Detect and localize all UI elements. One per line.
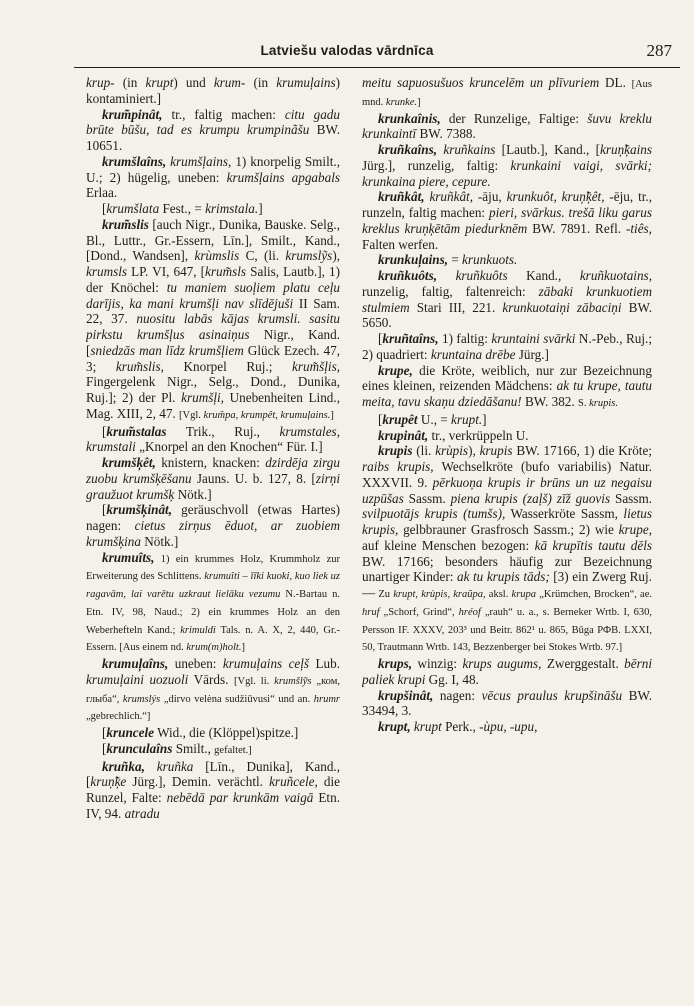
small-italic-text: krupt, krùpis, kraũpa, [393,589,486,600]
body-text: Jürg.], runzelig, faltig: [362,157,511,173]
italic-text: -ùpu, -upu, [479,719,538,734]
italic-text: krum̃šļis, [292,358,340,374]
body-text: Etn. IV, 94. [86,790,340,821]
header-rule [74,67,680,68]
dictionary-entry [362,363,652,412]
body-text: runzelig, faltig, faltenreich: [362,283,539,299]
italic-text: kruņ̃ķe [90,774,127,790]
headword: krunkuļains, [378,252,449,268]
italic-text: -tiês, [625,220,652,236]
italic-text: krumšļi, [181,390,224,405]
small-italic-text: krunke. [385,96,418,108]
italic-text: krumslỹs [285,248,333,264]
italic-text: nuositu labās kājas krumsli. sasitu pirkstu krumšļus asinaiņus [86,311,340,342]
italic-text: krùmslis [194,248,240,264]
italic-text: tu maniem suoļiem platu ceļu darījis, ka mani krumšļi nav slīdējuši [86,279,340,311]
headword: krum̃slis [102,216,149,232]
italic-text: kruñkuôts [455,268,508,283]
dictionary-entry [86,656,340,725]
italic-text: citu gadu brūte būšu, tad es krumpu krumpinãšu [86,106,340,138]
italic-text: krumuļaini uozuoli [86,671,189,687]
italic-text: bērni paliek krupi [362,656,652,687]
dictionary-entry [362,656,652,688]
headword: krumšķinât, [106,502,173,518]
italic-text: lietus krupis, [362,506,652,537]
body-text: Zwerggestalt. [541,656,625,671]
italic-text: atradu [124,805,160,821]
body-text: „Knorpel an den Knochen“ Für. I.] [135,439,323,455]
body-text: [3) ein Zwerg Ruj. — [362,569,652,600]
italic-text: krum̃slis, [115,358,164,374]
body-text: [ [378,411,383,427]
dictionary-entry [362,331,652,363]
small-text: S. [578,398,590,409]
dictionary-entry [362,428,652,444]
dictionary-entry [362,268,652,331]
body-text: U., = [417,411,452,427]
dictionary-entry [86,550,340,657]
small-text: ] [417,96,421,108]
small-text: gefaltet.] [214,744,252,756]
body-text: Stari III, 221. [409,299,503,315]
dictionary-entry [362,142,652,189]
italic-text: krumuļains ceļš [222,656,310,671]
body-text: Salis, Lautb.], 1) der Knöchel: [86,264,340,295]
headword: krumšķêt, [102,455,156,470]
dictionary-entry [86,759,340,822]
body-text: Nötk.] [140,533,179,549]
dictionary-entry [362,412,652,428]
body-text: BW. 17166; besonders häufig zur Bezeichnung unartiger Kinder: [362,553,652,585]
small-text: „dirvo velėna sudžiūvusi“ und an. [160,693,314,705]
body-text: Jürg.] [515,346,549,362]
small-text: „Krümchen, Brocken“, ae. [536,589,652,600]
italic-text: krupt [413,719,442,734]
italic-text: krup- [86,75,115,90]
body-text: nagen: [433,687,482,703]
body-text: [ [102,201,107,216]
italic-text: raibs krupis, [362,459,434,474]
body-text: BW. 7388. [416,126,476,142]
italic-text: cietus zirņus ēduot, ar zuobiem krumšķina [86,518,340,549]
headword: krups, [378,656,413,671]
small-italic-text: krum̃pa, krumpêt, krumuļains. [203,409,331,421]
body-text: Trik., Ruj., [166,423,280,439]
italic-text: sniedzās man līdz krumšļiem [90,342,244,358]
body-text: uneben: [168,656,223,671]
dictionary-entry [86,741,340,759]
italic-text: kruntaina drēbe [430,346,516,362]
body-text: BW. 382. [521,394,578,409]
body-text: ] [258,201,263,216]
body-text: Perk., [441,719,480,734]
italic-text: krumšlata [106,201,160,216]
small-text: aksl. [485,589,512,600]
italic-text: krupt [145,75,174,90]
italic-text: krupe, [618,522,652,537]
small-text: [Vgl. [179,409,204,421]
headword: krunkaînis, [378,110,441,126]
body-text: Vārds. [188,671,235,687]
headword: krupinât, [378,427,429,443]
headword: krupe, [378,362,413,378]
small-italic-text: krumšlỹs [274,675,312,687]
body-text: (li. [412,443,436,459]
body-text: [ [378,331,383,346]
body-text: (in [114,75,146,90]
body-text: ), [468,443,480,459]
headword: krunculaîns [106,740,173,756]
body-text: Glück Ezech. 47, 3; [86,342,340,374]
dictionary-entry [362,189,652,252]
small-italic-text: hrumr [313,693,340,705]
body-text: BW. 7891. Refl. [527,220,626,236]
body-text: [ [102,740,107,756]
body-text: gelbbrauner Grasfrosch Sassm.; 2) wie [398,522,619,537]
body-text: BW. 17166, 1) die Kröte; [512,443,652,459]
headword: krumšlaîns, [102,153,167,169]
dictionary-entry [86,107,340,154]
italic-text: kruņ̃ķains [600,142,652,157]
italic-text: krum̃sls [205,264,247,279]
italic-text: nebēdā par krunkām vaigā [166,790,314,805]
body-text: geräuschvoll (etwas Hartes) nagen: [86,502,340,533]
body-text: ), [332,248,340,264]
italic-text: zābaki krunkuotiem stulmiem [362,283,652,315]
body-text: -āju, [473,189,507,205]
dictionary-entry [362,443,652,656]
right-column [362,75,652,995]
italic-text: kruntaini svārki [491,331,576,346]
small-italic-text: krumslýs [122,693,161,705]
italic-text: dzirdēja zirgu zuobu krumšķēšanu [86,455,340,486]
headword: kruñkât, [378,189,425,205]
headword: krupis [378,443,413,459]
page-number: 287 [646,41,672,60]
body-text: Sassm. [610,490,652,506]
italic-text: kā krupītis tautu dēls [534,537,652,553]
body-text: DL. [599,75,632,90]
body-text: Wasserkröte Sassm, [505,506,624,522]
body-text: N.-Peb., Ruj.; 2) quadriert: [362,331,652,362]
body-text: 1) knorpelig Smilt., U.; 2) hügelig, uneben: [86,153,340,185]
body-text: Nigr., Kand. [ [86,327,340,358]
italic-text: krùpis [435,443,469,459]
small-text: N.-Bartau n. Etn. IV, 98, Naud.; 2) ein krummes Holz an den Weberhefteln Kand.; [86,589,340,636]
italic-text: piena krupis (zaļš) zīž guovis [450,490,611,506]
small-text: „rauh“ u. a., s. Berneker Wrtb. I, 630, Persson IF. XXXV, 203³ und Beitr. 862¹ u. 865, Būga РФВ. LXXI, 50, Trautmann Wrtb. 143, Bezzenberger bei Stokes Wrtb. 97.] [362,606,652,654]
headword: krumuîts, [102,549,155,565]
page-header [18,43,676,65]
body-text: (in [245,75,277,90]
body-text: ] [482,411,487,427]
italic-text: kruñkains [443,142,496,157]
body-text: [auch Nigr., Dunika, Bauske. Selg., Bl., Luttr., Gr.-Essern, Līn.], Smilt., Kand., [Dond., Wandsen], [86,216,340,264]
body-text: Lub. [309,656,340,671]
headword: kruñkuôts, [378,268,438,283]
small-italic-text: krum(m)holt. [186,642,242,654]
small-text: „Schorf, Grind“, [379,606,459,618]
dictionary-entry [362,252,652,268]
small-text: Zu [375,589,394,600]
body-text: die Runzel, Falte: [86,774,340,805]
body-text: = [448,252,463,268]
small-italic-text: hruf [362,606,380,618]
dictionary-entry [86,424,340,456]
italic-text: krupis [479,443,513,459]
body-text: Jürg.], Demin. verächtl. [126,774,270,790]
body-text: Fingergelenk Nigr., Selg., Dond., Dunika, Ruj.]; 2) der Pl. [86,374,340,405]
body-text [437,268,456,283]
body-text: Gg. I, 48. [425,671,479,687]
italic-text: kruñka [156,758,194,774]
body-text: ) kontaminiert.] [86,75,340,106]
italic-text: meitu sapuosušuos kruncelēm un plīvuriem [362,75,600,90]
italic-text: ak tu krupis tāds; [457,569,550,585]
dictionary-entry [86,725,340,741]
italic-text: krupt. [451,411,483,427]
italic-text: krumstales, krumstali [86,423,340,455]
running-title: Latviešu valodas vārdnīca [260,43,434,58]
italic-text: krunkuotaiņi zābaciņi [502,299,622,315]
italic-text: krumuļains [276,75,336,90]
body-text: winzig: [412,656,463,671]
dictionary-entry [362,719,652,735]
headword: kruñkaîns, [378,142,438,157]
body-text: die Kröte, weiblich, nur zur Bezeichnung eines kleinen, reizenden Mädchens: [362,362,652,394]
italic-text: kruñcele, [269,774,318,790]
small-italic-text: krupa [511,589,537,600]
italic-text: krumšļains apgabals [226,169,340,185]
italic-text: vēcus praulus krupšināšu [481,687,623,703]
headword: krumuļaîns, [102,656,169,671]
italic-text: kruñkât, [429,189,474,205]
small-italic-text: krumuîti – īīki kuoki, kuo liek uz ragavām, lai varētu uzkraut lielāku vezumu [86,571,340,600]
italic-text: šuvu kreklu krunkaintī [362,110,652,142]
left-column [86,75,340,995]
body-text: Falten werfen. [362,236,439,252]
italic-text: krumsls [86,264,128,279]
small-text: ] [241,642,245,654]
small-text: „gebrechlich.“] [86,711,151,723]
dictionary-entry [362,75,652,111]
headword: kruñka, [102,758,145,774]
italic-text: krimstala. [205,201,259,216]
headword: krupt, [378,719,411,734]
dictionary-entry [86,217,340,424]
body-text: Nötk.] [174,486,212,502]
small-text: [Aus mnd. [362,79,652,108]
body-text: tr., verkrüppeln U. [428,427,529,443]
body-text [145,759,157,774]
body-text: Wid., die (Klöppel)spitze.] [154,725,299,740]
body-text: [Līn., Dunika], Kand., [ [86,758,340,790]
italic-text: zirņi graužuot krumšķ [86,470,340,502]
italic-text: krunkaini vaigi, svārki; krunkaina piere, cepure. [362,157,652,189]
dictionary-entry [362,688,652,720]
body-text: -ēju, tr., runzeln, faltig machen: [362,189,652,220]
dictionary-entry [362,111,652,143]
body-text: ) und [173,75,214,90]
dictionary-entry [86,455,340,502]
body-text: der Runzelige, Faltige: [440,110,588,126]
body-text: Kand., [507,268,580,283]
italic-text: pērkuoņa krupis ir brūns un uz negaisu uzpūšas [362,474,652,506]
body-text: Smilt., [172,740,215,756]
headword: krupšinât, [378,687,434,703]
small-italic-text: krupis. [589,398,618,409]
small-text: ] [330,409,334,421]
headword: krupêt [382,411,418,427]
dictionary-entry [86,201,340,217]
small-text: 1) ein krummes Holz, Krummholz zur Erweiterung des Schlittens. [86,553,340,583]
body-text: Fest., = [159,201,206,216]
italic-text: krumšļains, [170,153,232,169]
italic-text: kruñkuotains, [579,268,652,283]
headword: krum̃stalas [106,423,167,439]
dictionary-entry [86,75,340,107]
body-text: C, (li. [239,248,286,264]
headword: kruncele [106,725,155,740]
body-text: II Sam. 22, 37. [86,295,340,327]
small-text: „ком, глыба“, [86,675,340,705]
small-text: Tals. n. A. X, 2, 440, Gr.-Essern. [Aus einem nd. [86,624,340,654]
italic-text: svilpuotājs krupis (tumšs), [362,506,506,522]
small-italic-text: hréof [458,606,481,618]
body-text: Sassm. [403,490,451,506]
body-text: LP. VI, 647, [ [127,264,206,279]
body-text: knistern, knacken: [155,455,266,470]
dictionary-entry [86,502,340,549]
italic-text: ak tu krupe, tautu meita, tavu skaņu dziedāšanu! [362,378,652,409]
body-text: Erlaa. [86,185,118,201]
body-text: Jauns. U. b. 127, 8. [ [191,470,316,486]
body-text: [ [102,725,107,740]
headword: krum̃pinât, [102,106,163,122]
italic-text: krum- [213,75,246,90]
small-italic-text: krimuldi [180,624,216,636]
body-text: tr., faltig machen: [162,106,285,122]
italic-text: pieri, svārkus. trešā liku garus kreklus kruņķētām piedurknēm [362,205,652,236]
body-text: [ [102,423,107,439]
body-text: auf kleine Menschen bezogen: [362,537,535,553]
italic-text: krunkuots. [462,252,518,268]
body-text: Wechselkröte (bufo variabilis) Natur. XXXVII. 9. [362,459,652,490]
dictionary-entry [86,154,340,201]
italic-text: krunkuôt, kruņ̃ķêt, [506,189,605,205]
body-text: [ [102,502,107,518]
body-text: BW. 10651. [86,122,340,153]
small-text: [Vgl. li. [234,675,275,687]
body-text: Knorpel Ruj.; [163,358,292,374]
body-text: [Lautb.], Kand., [ [495,142,600,157]
italic-text: krups augums, [462,656,542,671]
body-text: Unebenheiten Lind., Mag. XIII, 2, 47. [86,390,340,421]
headword: kruñtaîns, [382,331,439,346]
body-text: BW. 5650. [362,299,652,331]
body-text: BW. 33494, 3. [362,687,652,719]
body-text: 1) faltig: [438,331,492,346]
